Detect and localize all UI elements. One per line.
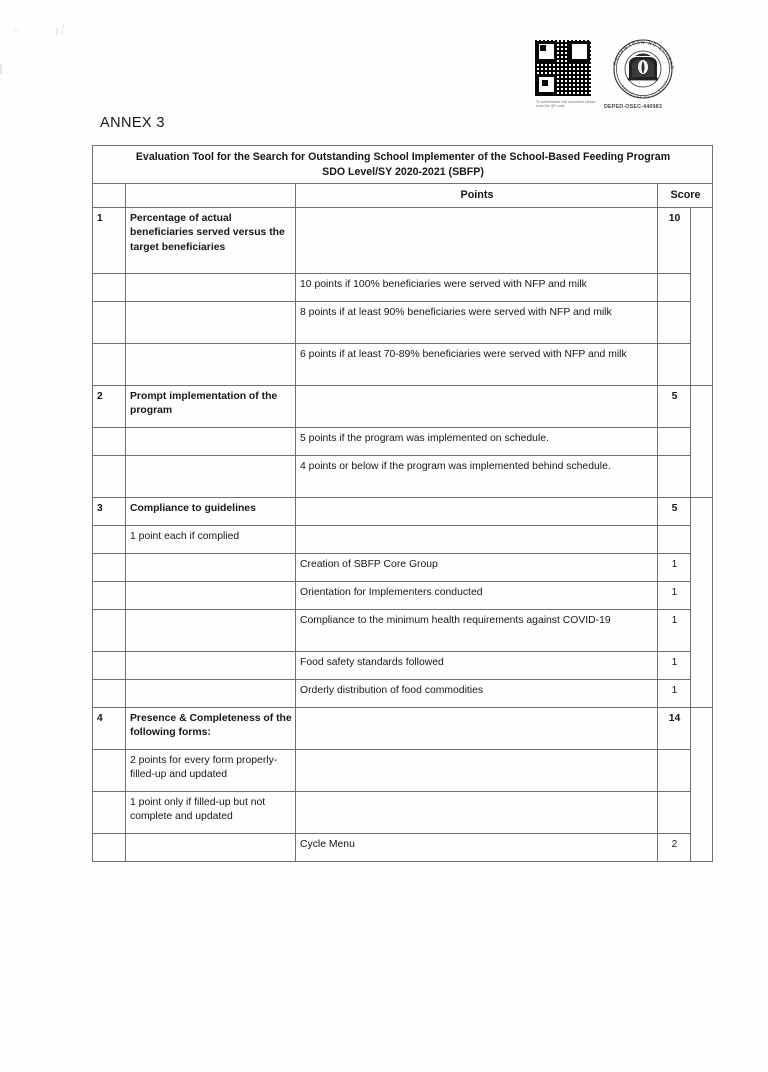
row-criterion <box>126 343 296 385</box>
row-criterion <box>126 273 296 301</box>
row-number <box>93 749 126 791</box>
row-points: 4 points or below if the program was implemented behind schedule. <box>296 455 658 497</box>
row-criterion: Compliance to guidelines <box>126 497 296 525</box>
stamp-code-text: DEPED-OSEC-440983 <box>604 104 662 110</box>
row-number <box>93 679 126 707</box>
row-number: 4 <box>93 707 126 749</box>
row-number: 1 <box>93 207 126 273</box>
table-row <box>93 707 713 749</box>
row-score: 1 <box>658 553 691 581</box>
row-score: 5 <box>658 497 691 525</box>
row-score: 1 <box>658 651 691 679</box>
table-row <box>93 749 713 791</box>
row-number <box>93 525 126 553</box>
row-number <box>93 273 126 301</box>
row-score-entry[interactable] <box>691 385 713 497</box>
table-row <box>93 301 713 343</box>
row-criterion: Prompt implementation of the program <box>126 385 296 427</box>
header-criterion <box>126 184 296 208</box>
row-points <box>296 707 658 749</box>
qr-code-icon <box>535 40 591 96</box>
evaluation-table <box>92 145 713 862</box>
table-row <box>93 385 713 427</box>
row-number <box>93 609 126 651</box>
evaluation-table-wrapper <box>92 145 712 862</box>
row-score <box>658 427 691 455</box>
row-number: 2 <box>93 385 126 427</box>
row-points: 10 points if 100% beneficiaries were served with NFP and milk <box>296 273 658 301</box>
scan-artifact <box>60 24 64 34</box>
row-number <box>93 581 126 609</box>
table-title-row <box>93 146 713 184</box>
table-row <box>93 833 713 861</box>
table-row <box>93 553 713 581</box>
table-row <box>93 679 713 707</box>
row-score-entry[interactable] <box>691 497 713 707</box>
row-criterion <box>126 833 296 861</box>
row-score <box>658 525 691 553</box>
row-number <box>93 833 126 861</box>
row-score: 2 <box>658 833 691 861</box>
row-points: Cycle Menu <box>296 833 658 861</box>
row-points: Orderly distribution of food commodities <box>296 679 658 707</box>
table-row <box>93 455 713 497</box>
row-points: Food safety standards followed <box>296 651 658 679</box>
table-row <box>93 497 713 525</box>
row-criterion: 2 points for every form properly-filled-up and updated <box>126 749 296 791</box>
row-score: 5 <box>658 385 691 427</box>
table-row <box>93 207 713 273</box>
table-row <box>93 609 713 651</box>
scan-artifact <box>14 29 19 31</box>
row-number <box>93 455 126 497</box>
row-score <box>658 791 691 833</box>
row-points <box>296 525 658 553</box>
annex-label: ANNEX 3 <box>100 115 165 131</box>
row-score <box>658 749 691 791</box>
row-score <box>658 301 691 343</box>
row-criterion: 1 point each if complied <box>126 525 296 553</box>
table-row <box>93 273 713 301</box>
row-number <box>93 427 126 455</box>
table-row <box>93 525 713 553</box>
table-title <box>93 146 713 184</box>
table-row <box>93 581 713 609</box>
row-criterion <box>126 581 296 609</box>
scan-artifact <box>0 64 2 74</box>
deped-seal-icon <box>606 36 680 102</box>
row-criterion <box>126 609 296 651</box>
svg-text:REPUBLIKA NG PILIPINAS: REPUBLIKA NG PILIPINAS <box>620 79 669 100</box>
row-number <box>93 301 126 343</box>
table-row <box>93 791 713 833</box>
row-criterion <box>126 427 296 455</box>
row-score: 1 <box>658 609 691 651</box>
row-score <box>658 343 691 385</box>
svg-text:KAGAWARAN NG EDUKASYON: KAGAWARAN NG EDUKAS <box>612 39 675 71</box>
row-points <box>296 385 658 427</box>
row-score <box>658 455 691 497</box>
row-criterion: Percentage of actual beneficiaries served versus the target beneficiaries <box>126 207 296 273</box>
row-criterion <box>126 301 296 343</box>
row-points: 8 points if at least 90% beneficiaries were served with NFP and milk <box>296 301 658 343</box>
header-points: Points <box>296 184 658 208</box>
row-score-entry[interactable] <box>691 707 713 861</box>
header-score: Score <box>658 184 713 208</box>
row-points: 5 points if the program was implemented on schedule. <box>296 427 658 455</box>
row-points: Creation of SBFP Core Group <box>296 553 658 581</box>
row-score-entry[interactable] <box>691 207 713 385</box>
row-score: 10 <box>658 207 691 273</box>
row-score: 14 <box>658 707 691 749</box>
row-points: Orientation for Implementers conducted <box>296 581 658 609</box>
table-title-line2: SDO Level/SY 2020-2021 (SBFP) <box>322 165 484 178</box>
row-points <box>296 791 658 833</box>
row-points: 6 points if at least 70-89% beneficiaries were served with NFP and milk <box>296 343 658 385</box>
row-criterion <box>126 455 296 497</box>
row-points <box>296 497 658 525</box>
row-points: Compliance to the minimum health requirements against COVID-19 <box>296 609 658 651</box>
table-row <box>93 343 713 385</box>
row-number <box>93 343 126 385</box>
header-number <box>93 184 126 208</box>
row-score: 1 <box>658 679 691 707</box>
table-header-row <box>93 184 713 208</box>
row-number: 3 <box>93 497 126 525</box>
table-title-line1: Evaluation Tool for the Search for Outstanding School Implementer of the School-Based Feeding Program <box>135 151 671 163</box>
table-row <box>93 427 713 455</box>
row-points <box>296 749 658 791</box>
stamp-note-text: To authenticate this document please scan the QR code <box>536 100 596 109</box>
row-number <box>93 553 126 581</box>
authentication-stamp <box>530 36 682 118</box>
row-number <box>93 791 126 833</box>
row-criterion <box>126 651 296 679</box>
scan-artifact <box>55 28 58 35</box>
row-criterion: Presence & Completeness of the following forms: <box>126 707 296 749</box>
row-criterion: 1 point only if filled-up but not complete and updated <box>126 791 296 833</box>
row-score <box>658 273 691 301</box>
row-points <box>296 207 658 273</box>
row-criterion <box>126 553 296 581</box>
row-score: 1 <box>658 581 691 609</box>
row-criterion <box>126 679 296 707</box>
row-number <box>93 651 126 679</box>
table-row <box>93 651 713 679</box>
